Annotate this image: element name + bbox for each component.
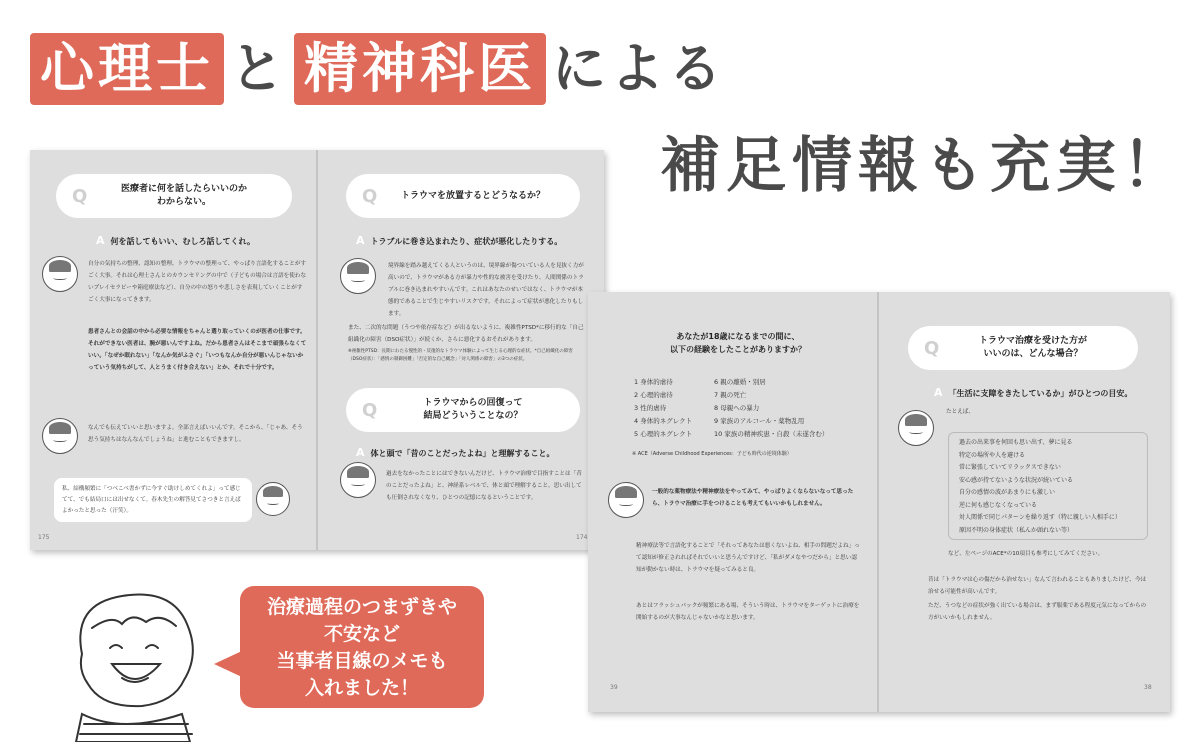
paragraph: 患者さんとの会話の中から必要な情報をちゃんと選り取っていくのが医者の仕事です。それができない医者は、腕が悪いんですよね。だから患者さんはそこまで頑張らなくていい。「なぜか眠れない」「なんか気がふさぐ」「いつもなんか自分が悪いんじゃないかっていう気持ちがして、人とうまく付き合えない」とか、それで十分です。 [88,329,307,371]
a-mark: A [96,234,105,247]
psychiatrist-avatar [42,418,78,454]
paragraph: また、二次的な問題（うつや依存症など）が出るないように、複雑性PTSD*に移行的な「自己組織化の障害（DSO症状）」が続くか、さらに悪化するおそれがあります。 [348,325,584,343]
page-number: 175 [38,534,50,541]
headline-chip-psychiatrist: 精神科医 [294,33,546,105]
book-spread-1 [30,150,604,550]
footnote: ※複雑性PTSD：長期にわたる慢性的・反復的なトラウマ体験によって生じる心理的な症状。*自己組織化の障害（DSO症状）：「感情の制御困難」「否定的な自己概念」「対人関係の障害」の3つの症状。 [348,349,573,362]
symptom-item: 原因不明の身体症状（私んか頭れない等） [959,526,1074,534]
q-mark: Q [362,399,378,421]
paragraph: 精神療法等で言語化することで「それってあなたは悪くないよね、相手の問題だよね」って認知が修正されればそれでいいと思うんですけど、「私がダメなやつだから」と思い認知が動かない時は、トラウマを疑ってみると良。 [636,543,860,573]
paragraph: なんでも伝えていいと思いますよ。全部言えばいいんです。そこから、「じゃあ、そう思う気持ちはなんなんでしょうね」と進むこともできますし。 [88,425,303,443]
paragraph: 自分の気持ちの整理、認知の整理、トラウマの整理って、やっぱり言語化することがすごく大事。それは心理士さんとのカウンセリングの中で（子どもの場合は言語を使わないプレイセラピーや箱庭療法など）、自分の中の怒りや悲しさを表現していくことがすごく大事になってきます。 [88,261,307,303]
paragraph: ただ、うつなどの症状が強く出ている場合は、まず服薬である程度元気になってからの方がいいかもしれません。 [928,603,1147,621]
symptom-list [948,432,1148,540]
ace-item: 10 家族の精神疾患・自殺（未遂含む） [714,430,829,438]
ace-item: 3 性的虐待 [634,404,667,412]
ace-item: 4 身体的ネグレクト [634,417,693,425]
q-mark: Q [924,337,940,359]
ace-question: あなたが18歳になるまでの間に、 以下の経験をしたことがありますか？ [670,332,806,354]
headline-chip-psychologist: 心理士 [30,33,224,105]
psychiatrist-avatar [340,462,376,498]
question-text: トラウマ治療を受けた方が いいのは、どんな場合？ [978,336,1087,359]
ace-list-right [714,376,828,441]
ace-item: 5 心理的ネグレクト [634,430,693,438]
q-mark: Q [72,185,88,207]
paragraph: 昔は「トラウマは心の傷だから治せない」なんて言われることもありましたけど、今は治せる可能性が高いんです。 [928,577,1147,595]
answer-line [96,234,255,247]
symptom-item: 常に緊張していてリラックスできない [959,464,1061,471]
book-spread-2 [588,292,1170,712]
a-mark: A [356,446,365,459]
bubble-line: 当事者目線のメモも [276,650,448,672]
headline-suffix: による [552,37,726,100]
headline-and: と [230,37,288,100]
question-box [346,388,580,432]
bubble-line: 不安など [323,623,400,645]
page-number: 174 [576,534,588,541]
symptom-item: 過去の出来事を何回も思い出す、夢に見る [959,439,1073,446]
smiling-boy-illustration [62,584,212,742]
psychologist-avatar [42,256,78,292]
question-text: トラウマを放置するとどうなるか？ [400,190,545,201]
answer-text: 体と頭で「昔のことだったよね」と理解すること。 [370,449,555,458]
a-mark: A [934,386,943,399]
headline-line-2: 補足情報も充実！ [660,131,1188,201]
paragraph: 過去をなかったことにはできないんだけど、トラウマ治療で目指すことは「昔のことだったよね」と、神経系レベルで、体と頭で理解すること。思い出しても圧倒されなくなり、ひとつの記憶になるということです。 [386,471,582,501]
symptom-item: 対人関係で同じパターンを繰り返す（特に親しい人相手に） [959,514,1121,521]
symptom-item: 特定の場所や人を避ける [959,451,1026,459]
answer-line [934,386,1132,399]
answer-line [356,446,555,459]
ace-note: ※ ACE（Adverse Childhood Experiences：子ども時代の逆境体験） [632,451,792,457]
psychiatrist-avatar [898,410,934,446]
book-spine [316,150,318,550]
for-example: たとえば、 [946,409,974,415]
paragraph: など、左ページのACE*の10項目も参考にしてみてください。 [948,551,1104,557]
symptom-item: 逆に何も感じなくなっている [959,501,1038,509]
symptom-item: 自分の感情の波があまりにも激しい [959,489,1056,496]
paragraph: 一般的な薬物療法や精神療法をやってみて、やっぱりよくならないなって思ったら、トラウマ治療に手をつけることも考えてもいいかもしれません。 [652,489,854,507]
answer-text: 「生活に支障をきたしているか」がひとつの目安。 [948,389,1133,398]
psychiatrist-avatar [608,482,644,518]
answer-text: 何を話してもいい、むしろ話してくれ。 [110,237,255,246]
question-text: 医療者に何を話したらいいのか わからない。 [120,184,247,207]
q-mark: Q [362,185,378,207]
ace-item: 7 親の死亡 [714,391,747,399]
question-box [346,174,580,218]
paragraph: 境界線を踏み越えてくる人というのは、境界線が傷ついている人を見抜く力が高いので、トラウマがある方が暴力や性的な被害を受けたり、人間関係のトラブルに巻き込まれやすいんです。これはあなたのせいではなく、トラウマが本態的であることで生じやすいリスクです。それによって症状が悪化したりもします。 [388,263,584,317]
symptom-item: 安心感が持てないような状況が続いている [959,476,1074,484]
patient-avatar [256,482,290,516]
ace-item: 2 心理的虐待 [634,391,673,399]
answer-line [356,234,562,247]
headline-line-1 [30,30,732,108]
ace-item: 8 母親への暴力 [714,404,760,412]
memo-callout-bubble [240,586,484,708]
page-number: 38 [1144,684,1152,691]
bubble-line: 入れました！ [304,677,419,699]
book-spine [877,292,879,712]
patient-memo: 私、結構頻繁に「つべこべ書かずに今すぐ助けしめてくれよ」って感じてて、でも結局口には出せなくて。春木先生の解答見てさつきと言えばよかったと思った（汗笑）。 [54,478,252,522]
answer-text: トラブルに巻き込まれたり、症状が悪化したりする。 [370,237,563,246]
question-box [56,174,292,218]
ace-item: 1 身体的虐待 [634,378,673,386]
ace-list-left [634,376,692,441]
question-text: トラウマからの回復って 結局どういうことなの？ [423,398,523,421]
question-box [908,326,1138,370]
bubble-line: 治療過程のつまずきや [266,596,457,618]
page-number: 39 [610,684,618,691]
a-mark: A [356,234,365,247]
paragraph: あとはフラッシュバックが頻繁にある場、そういう時は、トラウマをターゲットに治療を開始するのが大事なんじゃないかなと思います。 [636,603,860,621]
ace-item: 6 親の離婚・別居 [714,378,766,386]
ace-item: 9 家族のアルコール・薬物乱用 [714,417,805,425]
